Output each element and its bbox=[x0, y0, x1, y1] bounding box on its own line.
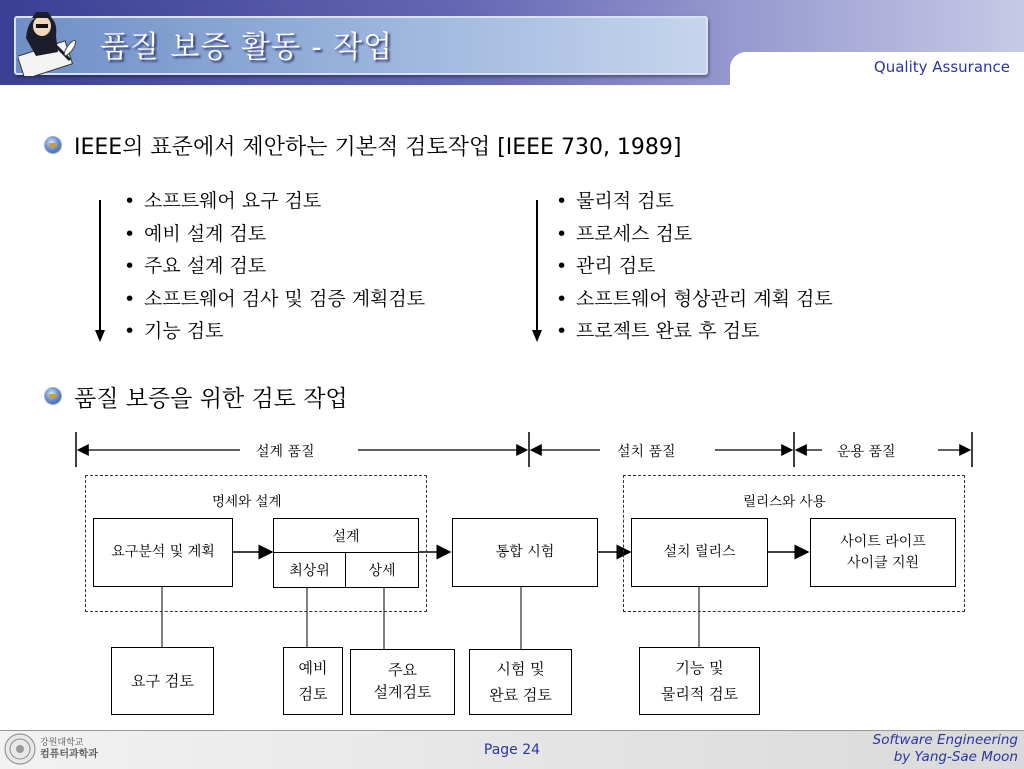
list-item: • 프로세스 검토 bbox=[556, 218, 833, 251]
page-number: Page 24 bbox=[483, 742, 541, 758]
requirements-review-box: 요구 검토 bbox=[111, 647, 214, 715]
list-item: • 관리 검토 bbox=[556, 250, 833, 283]
list-item: • 예비 설계 검토 bbox=[124, 218, 425, 251]
list-item: • 프로젝트 완료 후 검토 bbox=[556, 315, 833, 348]
design-box-title: 설계 bbox=[274, 519, 418, 553]
preliminary-design-review-box: 예비 검토 bbox=[283, 647, 343, 715]
list-item: • 소프트웨어 검사 및 검증 계획검토 bbox=[124, 283, 425, 316]
major-design-review-box: 주요 설계검토 bbox=[350, 649, 455, 715]
design-detail-cell: 상세 bbox=[368, 563, 396, 579]
section1-heading: IEEE의 표준에서 제안하는 기본적 검토작업 [IEEE 730, 1989] bbox=[74, 135, 682, 160]
phase-label-install-quality: 설치 품질 bbox=[617, 444, 676, 460]
site-lifecycle-support-box: 사이트 라이프 사이클 지원 bbox=[810, 518, 956, 587]
functional-physical-review-box: 기능 및 물리적 검토 bbox=[639, 647, 760, 715]
group-label-release-use: 릴리스와 사용 bbox=[743, 494, 826, 510]
requirements-analysis-box: 요구분석 및 계획 bbox=[93, 518, 233, 587]
section2-heading: 품질 보증을 위한 검토 작업 bbox=[74, 386, 348, 412]
group-label-spec-design: 명세와 설계 bbox=[212, 494, 282, 510]
list-item: • 소프트웨어 형상관리 계획 검토 bbox=[556, 283, 833, 316]
page-title: 품질 보증 활동 - 작업 bbox=[100, 30, 394, 65]
test-completion-review-box: 시험 및 완료 검토 bbox=[469, 649, 572, 715]
list-item: • 소프트웨어 요구 검토 bbox=[124, 185, 425, 218]
footer-credit: Software Engineering by Yang-Sae Moon bbox=[872, 732, 1018, 765]
phase-label-operation-quality: 운용 품질 bbox=[837, 444, 896, 460]
phase-label-design-quality: 설계 품질 bbox=[256, 444, 315, 460]
university-name: 강원대학교 컴퓨터과학과 bbox=[40, 738, 98, 760]
install-release-box: 설치 릴리스 bbox=[631, 518, 768, 587]
design-top-level-cell: 최상위 bbox=[274, 553, 346, 587]
list-item: • 주요 설계 검토 bbox=[124, 250, 425, 283]
list-item: • 기능 검토 bbox=[124, 315, 425, 348]
list-item: • 물리적 검토 bbox=[556, 185, 833, 218]
subtitle-label: Quality Assurance bbox=[873, 58, 1010, 76]
design-box bbox=[273, 518, 419, 588]
integration-test-box: 통합 시험 bbox=[452, 518, 598, 587]
